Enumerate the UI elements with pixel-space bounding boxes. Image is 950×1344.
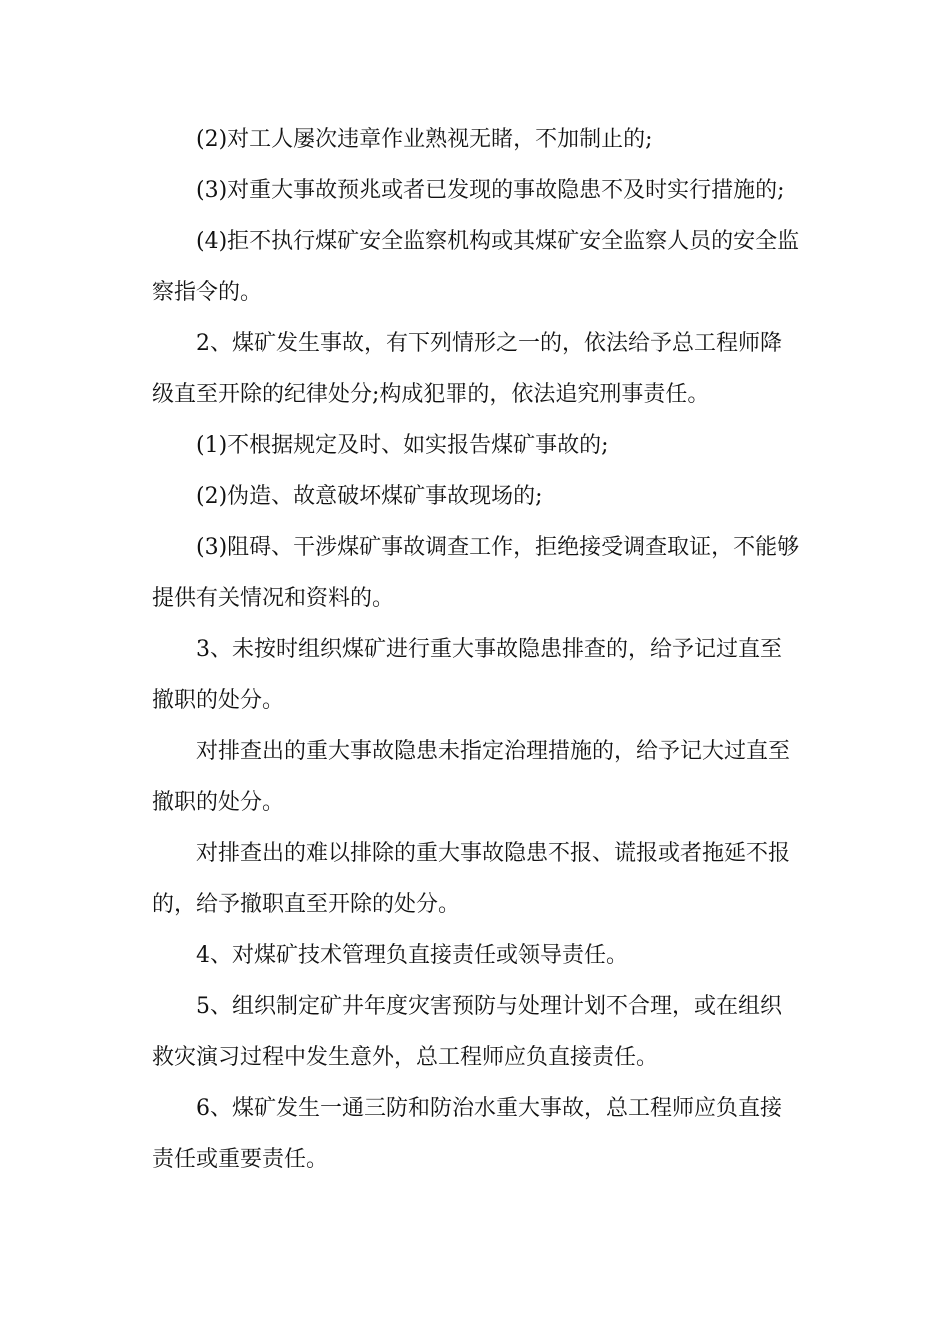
- paragraph-no-treatment-measures: 对排查出的重大事故隐患未指定治理措施的，给予记大过直至撤职的处分。: [152, 739, 791, 815]
- paragraph-section-4-tech-management: 4、对煤矿技术管理负直接责任或领导责任。: [196, 943, 628, 968]
- paragraph-section-6-major-accident: 6、煤矿发生一通三防和防治水重大事故，总工程师应负直接责任或重要责任。: [152, 1096, 782, 1172]
- paragraph-item-4-refusing-orders: (4)拒不执行煤矿安全监察机构或其煤矿安全监察人员的安全监察指令的。: [152, 229, 800, 305]
- paragraph-section-5-disaster-plan: 5、组织制定矿井年度灾害预防与处理计划不合理，或在组织救灾演习过程中发生意外，总工程师应负直接责任。: [152, 994, 782, 1070]
- paragraph-section-3-hazard-check: 3、未按时组织煤矿进行重大事故隐患排查的，给予记过直至撤职的处分。: [152, 637, 782, 713]
- paragraph-item-1-reporting: (1)不根据规定及时、如实报告煤矿事故的;: [196, 433, 609, 458]
- paragraph-item-2-ignoring-violations: (2)对工人屡次违章作业熟视无睹，不加制止的;: [196, 127, 653, 152]
- paragraph-item-3-hazard-measures: (3)对重大事故预兆或者已发现的事故隐患不及时实行措施的;: [196, 178, 785, 203]
- paragraph-false-reporting: 对排查出的难以排除的重大事故隐患不报、谎报或者拖延不报的，给予撤职直至开除的处分。: [152, 841, 791, 917]
- paragraph-section-2-accident: 2、煤矿发生事故，有下列情形之一的，依法给予总工程师降级直至开除的纪律处分;构成犯罪的，依法追究刑事责任。: [152, 331, 782, 407]
- document-body: [152, 114, 802, 1185]
- paragraph-item-2-scene-destruction: (2)伪造、故意破坏煤矿事故现场的;: [196, 484, 543, 509]
- paragraph-item-3-obstruction: (3)阻碍、干涉煤矿事故调查工作，拒绝接受调查取证，不能够提供有关情况和资料的。: [152, 535, 800, 611]
